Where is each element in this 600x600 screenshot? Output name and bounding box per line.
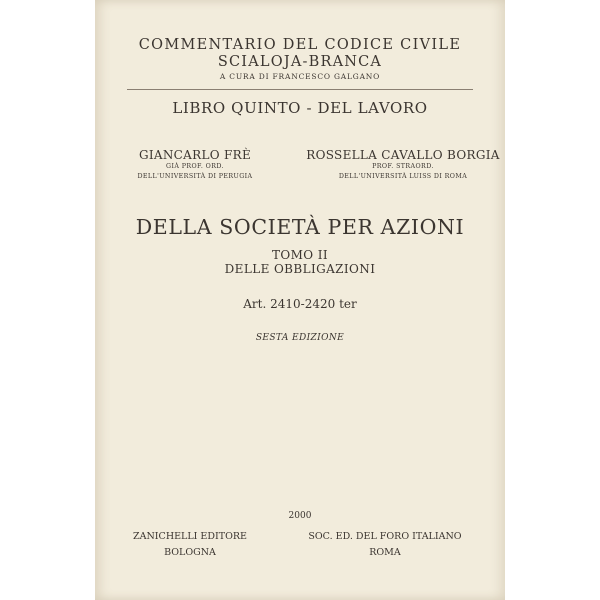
tome-label: TOMO II [271,248,329,262]
header-divider [127,89,473,90]
publisher-name: SOC. ED. DEL FORO ITALIANO [308,531,462,542]
articles-range: Art. 2410-2420 ter [243,297,357,311]
main-title: DELLA SOCIETÀ PER AZIONI [135,215,465,239]
edition-label: SESTA EDIZIONE [255,333,345,343]
author-frè [95,148,295,181]
publication-year: 2000 [288,511,312,521]
author-name: ROSSELLA CAVALLO BORGIA [306,148,500,162]
tome-subtitle: DELLE OBBLIGAZIONI [224,262,376,276]
author-affiliation: GIÀ PROF. ORD. [166,163,224,170]
author-name: GIANCARLO FRÈ [138,148,252,162]
book-title: LIBRO QUINTO - DEL LAVORO [172,99,428,117]
publisher-zanichelli [95,529,285,561]
series-title: COMMENTARIO DEL CODICE CIVILE [138,37,462,53]
title-page [95,0,505,600]
author-affiliation: DELL'UNIVERSITÀ LUISS DI ROMA [338,172,468,180]
curator-line: A CURA DI FRANCESCO GALGANO [219,72,381,81]
author-affiliation: PROF. STRAORD. [372,163,434,170]
publisher-foro-italiano [290,529,480,561]
publisher-name: ZANICHELLI EDITORE [133,531,247,542]
series-subtitle: SCIALOJA-BRANCA [217,54,383,70]
publisher-city: ROMA [369,547,401,558]
publisher-city: BOLOGNA [164,547,216,558]
author-cavallo-borgia [275,148,531,181]
author-affiliation: DELL'UNIVERSITÀ DI PERUGIA [137,172,253,180]
